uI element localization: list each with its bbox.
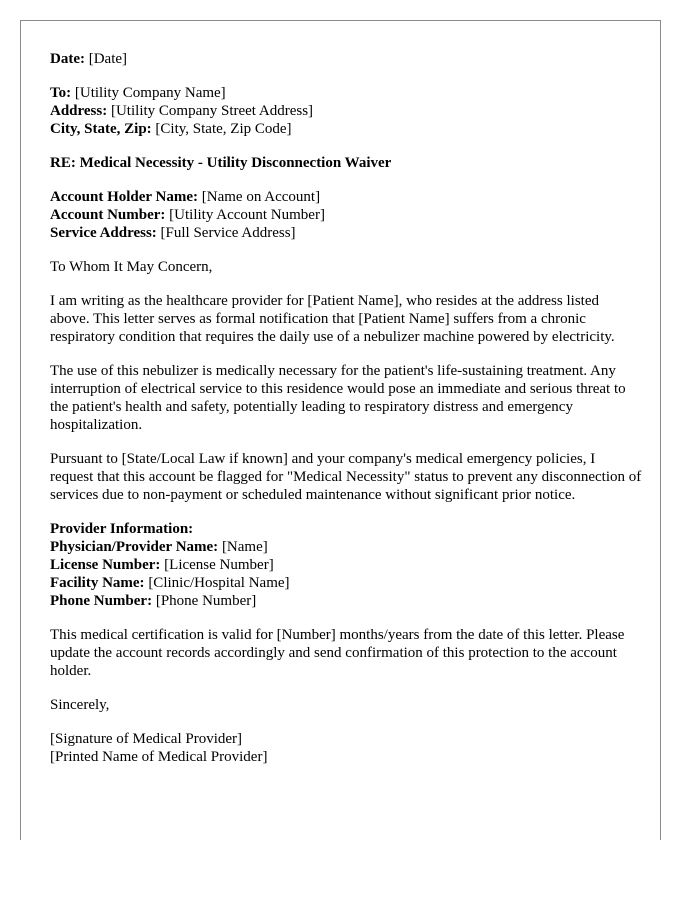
account-number-line (50, 206, 642, 224)
city-state-zip-label: City, State, Zip: (50, 121, 152, 137)
city-state-zip-line (50, 120, 642, 138)
provider-name-value: [Name] (221, 539, 268, 555)
recipient-block (50, 84, 642, 138)
paragraph-request: Pursuant to [State/Local Law if known] and your company's medical emergency policies, I request that this account be flagged for "Medical Necessity" status to prevent any disconnection of services due to non-payment or scheduled maintenance without significant prior notice. (50, 451, 642, 503)
license-number-line (50, 556, 642, 574)
provider-info-block (50, 520, 642, 610)
address-value: [Utility Company Street Address] (110, 103, 314, 119)
letter-body (50, 50, 642, 782)
facility-name-line (50, 574, 642, 592)
facility-name-value: [Clinic/Hospital Name] (148, 575, 290, 591)
provider-name-label: Physician/Provider Name: (50, 539, 219, 555)
account-number-label: Account Number: (50, 207, 166, 223)
to-label: To: (50, 85, 72, 101)
phone-number-label: Phone Number: (50, 593, 153, 609)
to-line (50, 84, 642, 102)
account-holder-line (50, 188, 642, 206)
paragraph-provider-intro: I am writing as the healthcare provider for [Patient Name], who resides at the address listed above. This letter serves as formal notification that [Patient Name] suffers from a chronic respiratory condition that requires the daily use of a nebulizer machine powered by electricity. (50, 293, 615, 345)
salutation: To Whom It May Concern, (50, 259, 213, 275)
to-value: [Utility Company Name] (74, 85, 226, 101)
phone-number-line (50, 592, 642, 610)
service-address-value: [Full Service Address] (160, 225, 296, 241)
service-address-line (50, 224, 642, 242)
address-line (50, 102, 642, 120)
provider-info-heading: Provider Information: (50, 521, 194, 537)
service-address-label: Service Address: (50, 225, 157, 241)
paragraph-certification: This medical certification is valid for [Number] months/years from the date of this letter. Please update the account records accordingly and send confirmation of this protection to the account holder. (50, 627, 625, 679)
phone-number-value: [Phone Number] (155, 593, 257, 609)
date-block (50, 50, 642, 68)
provider-name-line (50, 538, 642, 556)
paragraph-medical-necessity: The use of this nebulizer is medically necessary for the patient's life-sustaining treatment. Any interruption of electrical service to this residence would pose an immediate and serious threat to the patient's health and safety, potentially leading to respiratory distress and emergency hospitalization. (50, 363, 626, 433)
address-label: Address: (50, 103, 108, 119)
city-state-zip-value: [City, State, Zip Code] (155, 121, 292, 137)
date-label: Date: (50, 51, 85, 67)
subject-line: RE: Medical Necessity - Utility Disconnection Waiver (50, 155, 392, 171)
account-holder-value: [Name on Account] (201, 189, 321, 205)
date-line (50, 50, 642, 68)
date-value: [Date] (88, 51, 128, 67)
account-block (50, 188, 642, 242)
license-number-value: [License Number] (164, 557, 274, 573)
signature-line: [Signature of Medical Provider] (50, 731, 243, 747)
letter-page (20, 20, 661, 840)
account-holder-label: Account Holder Name: (50, 189, 199, 205)
account-number-value: [Utility Account Number] (169, 207, 325, 223)
closing: Sincerely, (50, 697, 110, 713)
signature-block (50, 730, 642, 766)
subject-block (50, 154, 642, 172)
facility-name-label: Facility Name: (50, 575, 145, 591)
license-number-label: License Number: (50, 557, 161, 573)
printed-name-line: [Printed Name of Medical Provider] (50, 749, 268, 765)
